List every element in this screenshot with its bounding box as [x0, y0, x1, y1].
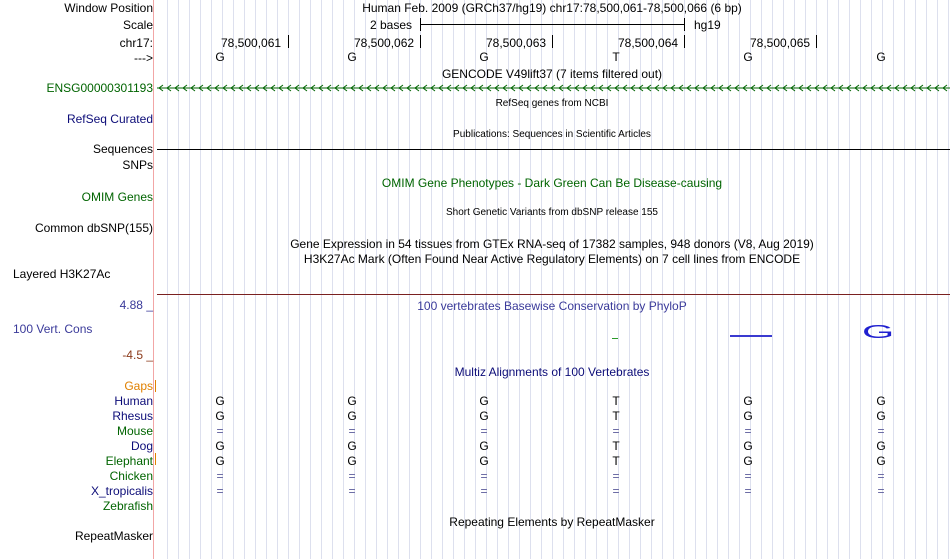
alignment-base: G — [347, 439, 357, 453]
ref-base[interactable]: G — [215, 50, 225, 64]
ref-base[interactable]: G — [479, 50, 489, 64]
phylop-min-value: -4.5 _ — [122, 348, 153, 362]
phylop-track-title[interactable]: 100 vertebrates Basewise Conservation by PhyloP — [417, 299, 687, 313]
alignment-base: = — [612, 424, 620, 438]
species-label-chicken[interactable]: Chicken — [109, 469, 153, 483]
common-dbsnp-label[interactable]: Common dbSNP(155) — [34, 221, 153, 235]
species-label-rhesus[interactable]: Rhesus — [112, 409, 153, 423]
phylop-mark — [612, 338, 618, 339]
omim-track-title[interactable]: OMIM Gene Phenotypes - Dark Green Can Be Disease-causing — [381, 176, 723, 190]
h3k27ac-track-title[interactable]: H3K27Ac Mark (Often Found Near Active Regulatory Elements) on 7 cell lines from ENCODE — [303, 252, 801, 266]
alignment-base: = — [216, 469, 224, 483]
coord-3: 78,500,063 — [486, 36, 547, 50]
sequences-line — [157, 149, 950, 150]
omim-genes-label[interactable]: OMIM Genes — [81, 190, 153, 204]
multiz-track-title[interactable]: Multiz Alignments of 100 Vertebrates — [454, 365, 650, 379]
alignment-base: G — [215, 394, 225, 408]
alignment-base: G — [347, 409, 357, 423]
repeatmasker-label[interactable]: RepeatMasker — [74, 529, 153, 543]
coord-5: 78,500,065 — [750, 36, 811, 50]
strand-label: ---> — [134, 51, 153, 65]
alignment-base: = — [348, 424, 356, 438]
alignment-base: T — [612, 394, 620, 408]
dbsnp-track-title[interactable]: Short Genetic Variants from dbSNP release 155 — [446, 207, 658, 218]
gencode-gene-label[interactable]: ENSG00000301193 — [46, 81, 153, 95]
species-label-dog[interactable]: Dog — [130, 439, 153, 453]
alignment-base: = — [216, 484, 224, 498]
alignment-base: = — [877, 484, 885, 498]
gap-marker — [155, 453, 156, 465]
species-label-x_tropicalis[interactable]: X_tropicalis — [90, 484, 153, 498]
species-label-mouse[interactable]: Mouse — [116, 424, 153, 438]
alignment-base: = — [877, 424, 885, 438]
alignment-base: G — [347, 454, 357, 468]
phylop-glyph: G — [862, 322, 895, 342]
scale-bar — [420, 18, 685, 31]
phylop-mark — [730, 335, 772, 337]
species-label-human[interactable]: Human — [114, 394, 153, 408]
alignment-base: = — [877, 469, 885, 483]
alignment-base: G — [743, 439, 753, 453]
layered-h3k27ac-label[interactable]: Layered H3K27Ac — [13, 267, 111, 281]
scale-bases: 2 bases — [370, 18, 413, 32]
window-position-value: Human Feb. 2009 (GRCh37/hg19) chr17:78,500,061-78,500,066 (6 bp) — [362, 1, 742, 15]
coord-tick — [552, 35, 553, 48]
alignment-base: G — [215, 439, 225, 453]
publications-track-title[interactable]: Publications: Sequences in Scientific Articles — [453, 129, 651, 140]
scale-label: Scale — [122, 18, 153, 32]
coord-tick — [816, 35, 817, 48]
phylop-max-value: 4.88 _ — [119, 298, 153, 312]
alignment-base: T — [612, 439, 620, 453]
alignment-base: = — [612, 484, 620, 498]
snps-label[interactable]: SNPs — [122, 158, 153, 172]
alignment-base: G — [479, 409, 489, 423]
h3k27ac-baseline — [157, 294, 950, 295]
ref-base[interactable]: G — [876, 50, 886, 64]
ref-base[interactable]: T — [612, 50, 620, 64]
alignment-base: G — [743, 409, 753, 423]
phylop-label[interactable]: 100 Vert. Cons — [13, 322, 93, 336]
alignment-base: = — [216, 424, 224, 438]
alignment-base: T — [612, 454, 620, 468]
ref-base[interactable]: G — [743, 50, 753, 64]
coord-2: 78,500,062 — [354, 36, 415, 50]
alignment-base: = — [744, 469, 752, 483]
sequences-label[interactable]: Sequences — [92, 142, 153, 156]
alignment-base: G — [876, 454, 886, 468]
refseq-curated-label[interactable]: RefSeq Curated — [66, 112, 153, 126]
alignment-base: T — [612, 409, 620, 423]
chrom-label: chr17: — [119, 36, 153, 50]
gencode-track-title[interactable]: GENCODE V49lift37 (7 items filtered out) — [441, 67, 663, 81]
alignment-base: = — [612, 469, 620, 483]
alignment-base: G — [743, 394, 753, 408]
refseq-track-title[interactable]: RefSeq genes from NCBI — [495, 98, 609, 109]
alignment-base: G — [479, 394, 489, 408]
alignment-base: = — [480, 424, 488, 438]
alignment-base: G — [876, 439, 886, 453]
gaps-label[interactable]: Gaps — [124, 379, 153, 393]
alignment-base: G — [347, 394, 357, 408]
alignment-base: G — [876, 409, 886, 423]
repeatmasker-track-title[interactable]: Repeating Elements by RepeatMasker — [449, 515, 655, 529]
coord-tick — [420, 35, 421, 48]
species-label-zebrafish[interactable]: Zebrafish — [102, 499, 153, 513]
alignment-base: G — [876, 394, 886, 408]
coord-4: 78,500,064 — [618, 36, 679, 50]
gap-marker — [155, 380, 156, 392]
scale-assembly: hg19 — [694, 18, 721, 32]
coord-tick — [684, 35, 685, 48]
gencode-gene-feature[interactable] — [157, 82, 950, 94]
alignment-base: G — [479, 454, 489, 468]
alignment-base: = — [348, 469, 356, 483]
alignment-base: = — [348, 484, 356, 498]
ref-base[interactable]: G — [347, 50, 357, 64]
alignment-base: G — [743, 454, 753, 468]
alignment-base: = — [744, 424, 752, 438]
alignment-base: G — [479, 439, 489, 453]
label-separator — [153, 0, 154, 559]
alignment-base: G — [215, 409, 225, 423]
alignment-base: G — [215, 454, 225, 468]
window-position-label: Window Position — [64, 1, 153, 15]
gtex-track-title[interactable]: Gene Expression in 54 tissues from GTEx RNA-seq of 17382 samples, 948 donors (V8, Aug 2019) — [290, 237, 814, 251]
species-label-elephant[interactable]: Elephant — [105, 454, 153, 468]
coord-1: 78,500,061 — [221, 36, 282, 50]
alignment-base: = — [480, 484, 488, 498]
coord-tick — [288, 35, 289, 48]
alignment-base: = — [480, 469, 488, 483]
alignment-base: = — [744, 484, 752, 498]
